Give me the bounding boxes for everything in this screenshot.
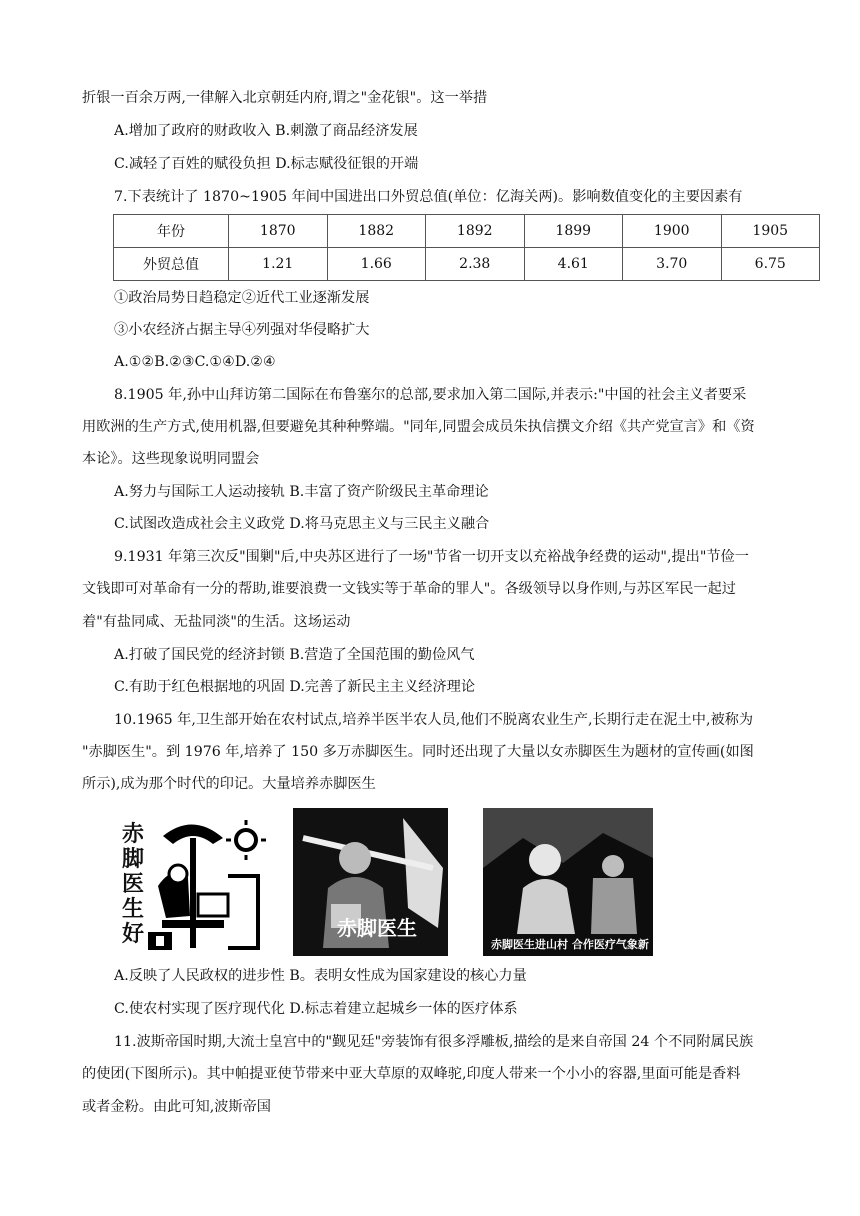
table-cell: 1870 xyxy=(229,215,328,248)
question-text: 文钱即可对革命有一分的帮助,谁要浪费一文钱实等于革命的罪人"。各级领导以身作则,与苏区军民一起过 xyxy=(82,581,736,597)
table-cell: 3.70 xyxy=(623,248,722,281)
question-text: 或者金粉。由此可知,波斯帝国 xyxy=(82,1099,271,1115)
table-cell: 1905 xyxy=(721,215,820,248)
question-7: 7.下表统计了 1870~1905 年间中国进出口外贸总值(单位：亿海关两)。影响数值变化的主要因素有 xyxy=(114,189,743,205)
option-line: ③小农经济占据主导④列强对华侵略扩大 xyxy=(114,322,370,338)
table-cell: 外贸总值 xyxy=(114,248,229,281)
table-cell: 1882 xyxy=(327,215,426,248)
propaganda-posters xyxy=(0,808,860,958)
answer-choices: C.试图改造成社会主义政党 D.将马克思主义与三民主义融合 xyxy=(114,516,490,532)
question-text: 本论》。这些现象说明同盟会 xyxy=(82,451,260,467)
question-text: 着"有盐同咸、无盐同淡"的生活。这场运动 xyxy=(82,614,351,630)
table-cell: 1.21 xyxy=(229,248,328,281)
question-11: 11.波斯帝国时期,大流士皇宫中的"觐见廷"旁装饰有很多浮雕板,描绘的是来自帝国 24 个不同附属民族 xyxy=(114,1034,754,1050)
line-1: 折银一百余万两,一律解入北京朝廷内府,谓之"金花银"。这一举措 xyxy=(82,90,488,106)
poster-barefoot-doctor xyxy=(293,808,448,956)
question-8: 8.1905 年,孙中山拜访第二国际在布鲁塞尔的总部,要求加入第二国际,并表示:"中国的社会主义者要采 xyxy=(114,387,747,403)
poster-title: 赤脚医生 xyxy=(337,916,417,940)
option-line: ①政治局势日趋稳定②近代工业逐渐发展 xyxy=(114,290,370,306)
answer-choices: A.打破了国民党的经济封锁 B.营造了全国范围的勤俭风气 xyxy=(114,647,475,663)
question-text: 所示),成为那个时代的印记。大量培养赤脚医生 xyxy=(82,776,376,792)
table-cell: 年份 xyxy=(114,215,229,248)
table-cell: 6.75 xyxy=(721,248,820,281)
answer-choices: C.使农村实现了医疗现代化 D.标志着建立起城乡一体的医疗体系 xyxy=(114,1001,518,1017)
table-cell: 1.66 xyxy=(327,248,426,281)
question-10: 10.1965 年,卫生部开始在农村试点,培养半医半农人员,他们不脱离农业生产,长期行走在泥土中,被称为 xyxy=(114,712,754,728)
doctor-village-illustration xyxy=(483,808,653,956)
question-text: 用欧洲的生产方式,使用机器,但要避免其种种弊端。"同年,同盟会成员朱执信撰文介绍《共产党宣言》和《资 xyxy=(82,419,755,435)
answer-choices: A.①②B.②③C.①④D.②④ xyxy=(114,354,276,370)
table-cell: 4.61 xyxy=(524,248,623,281)
table-row xyxy=(114,215,820,248)
question-text: 的使团(下图所示)。其中帕提亚使节带来中亚大草原的双峰驼,印度人带来一个小小的容器,里面可能是香料 xyxy=(82,1066,741,1082)
answer-choices: C.有助于红色根据地的巩固 D.完善了新民主主义经济理论 xyxy=(114,679,476,695)
line-3: C.减轻了百姓的赋役负担 D.标志赋役征银的开端 xyxy=(114,156,419,172)
table-cell: 1900 xyxy=(623,215,722,248)
line-2: A.增加了政府的财政收入 B.刺激了商品经济发展 xyxy=(114,123,418,139)
table-cell: 1899 xyxy=(524,215,623,248)
question-text: "赤脚医生"。到 1976 年,培养了 150 多万赤脚医生。同时还出现了大量以女赤脚医生为题材的宣传画(如图 xyxy=(82,744,754,760)
question-9: 9.1931 年第三次反"围剿"后,中央苏区进行了一场"节省一切开支以充裕战争经费的运动",提出"节俭一 xyxy=(114,549,749,565)
table-cell: 1892 xyxy=(426,215,525,248)
table-row xyxy=(114,248,820,281)
poster-mountain-village xyxy=(483,808,653,956)
poster-vertical-text: 赤脚医生好 xyxy=(122,821,145,947)
poster-caption: 赤脚医生进山村 合作医疗气象新 xyxy=(491,938,649,951)
table-cell: 2.38 xyxy=(426,248,525,281)
answer-choices: A.反映了人民政权的进步性 B。表明女性成为国家建设的核心力量 xyxy=(114,968,527,984)
trade-table xyxy=(113,214,820,281)
answer-choices: A.努力与国际工人运动接轨 B.丰富了资产阶级民主革命理论 xyxy=(114,484,489,500)
doctor-reading-illustration xyxy=(118,816,268,956)
poster-barefoot-doctor-good xyxy=(118,816,268,956)
